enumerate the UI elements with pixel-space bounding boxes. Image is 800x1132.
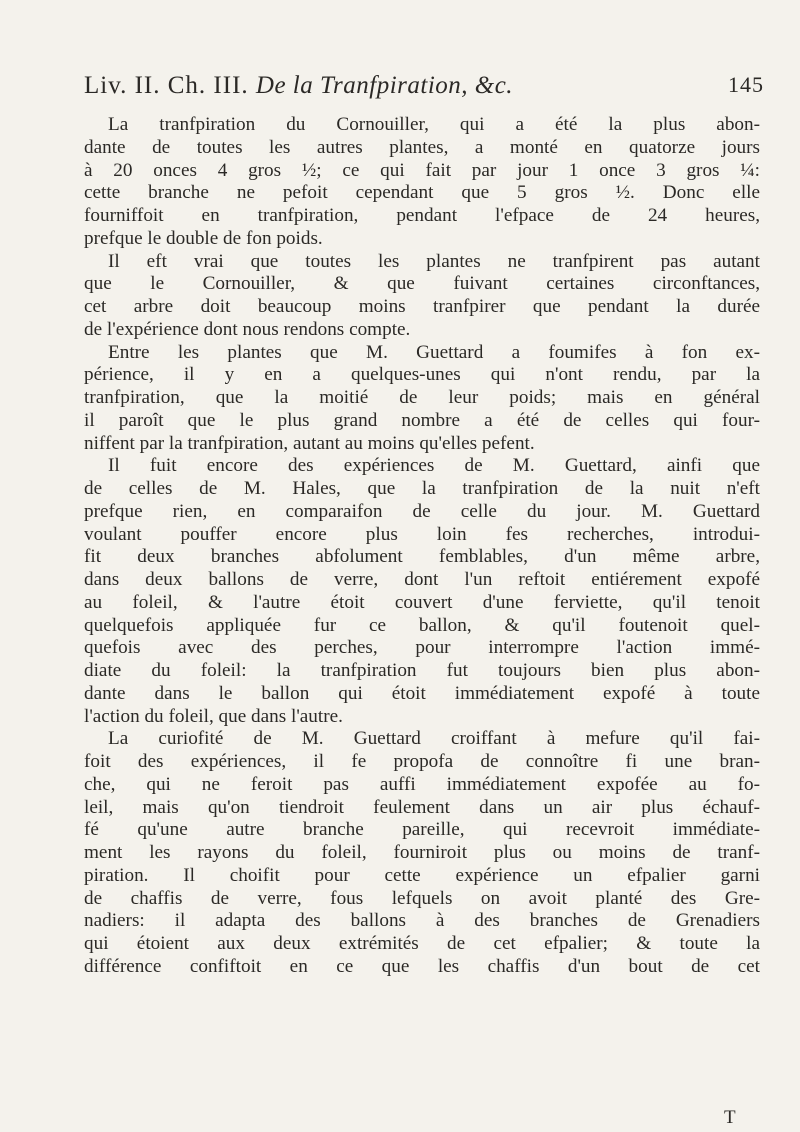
text-line: qui étoient aux deux extrémités de cet efpalier; & toute la — [84, 933, 760, 954]
text-line: diate du foleil: la tranfpiration fut toujours bien plus abon- — [84, 660, 760, 681]
running-head-section: Liv. II. Ch. III. — [84, 72, 249, 99]
text-line: dante dans le ballon qui étoit immédiatement expofé à toute — [84, 682, 760, 704]
text-line: foit des expériences, il fe propofa de connoître fi une bran- — [84, 751, 760, 772]
text-line: au foleil, & l'autre étoit couvert d'une ferviette, qu'il tenoit — [84, 591, 760, 613]
text-line: cette branche ne pefoit cependant que 5 gros ½. Donc elle — [84, 182, 760, 204]
text-line: fé qu'une autre branche pareille, qui recevroit immédiate- — [84, 819, 760, 841]
running-head-title: De la Tranfpiration, &c. — [255, 72, 514, 99]
page-header — [84, 72, 764, 106]
text-line: cet arbre doit beaucoup moins tranfpirer que pendant la durée — [84, 296, 760, 317]
page-number: 145 — [728, 72, 764, 97]
text-line: tranfpiration, que la moitié de leur poids; mais en général — [84, 387, 760, 408]
text-line: de celles de M. Hales, que la tranfpiration de la nuit n'eft — [84, 478, 760, 499]
text-line: Il fuit encore des expériences de M. Guettard, ainfi que — [108, 455, 760, 477]
text-line: l'action du foleil, que dans l'autre. — [84, 705, 343, 727]
text-line: périence, il y en a quelques-unes qui n'ont rendu, par la — [84, 364, 760, 386]
running-head — [84, 72, 513, 100]
text-line: prefque le double de fon poids. — [84, 227, 323, 249]
text-line: il paroît que le plus grand nombre a été de celles qui four- — [84, 409, 760, 431]
text-line: dans deux ballons de verre, dont l'un reftoit entiérement expofé — [84, 569, 760, 590]
text-line: nadiers: il adapta des ballons à des branches de Grenadiers — [84, 910, 760, 932]
text-line: La curiofité de M. Guettard croiffant à mefure qu'il fai- — [108, 728, 760, 750]
text-line: de l'expérience dont nous rendons compte. — [84, 318, 411, 340]
text-line: de chaffis de verre, fous lefquels on avoit planté des Gre- — [84, 887, 760, 909]
text-line: à 20 onces 4 gros ½; ce qui fait par jour 1 once 3 gros ¼: — [84, 159, 760, 181]
text-line: niffent par la tranfpiration, autant au moins qu'elles pefent. — [84, 432, 535, 454]
text-line: que le Cornouiller, & que fuivant certaines circonftances, — [84, 273, 760, 295]
text-line: leil, mais qu'on tiendroit feulement dans un air plus échauf- — [84, 796, 760, 818]
text-line: fourniffoit en tranfpiration, pendant l'efpace de 24 heures, — [84, 205, 760, 226]
text-line: quefois avec des perches, pour interrompre l'action immé- — [84, 637, 760, 659]
text-line: différence confiftoit en ce que les chaffis d'un bout de cet — [84, 955, 760, 977]
catchword: T — [724, 1107, 736, 1128]
text-line: Il eft vrai que toutes les plantes ne tranfpirent pas autant — [108, 250, 760, 272]
body-text — [84, 114, 760, 979]
text-line: dante de toutes les autres plantes, a monté en quatorze jours — [84, 136, 760, 158]
text-line: voulant pouffer encore plus loin fes recherches, introdui- — [84, 523, 760, 545]
text-line: quelquefois appliquée fur ce ballon, & qu'il foutenoit quel- — [84, 614, 760, 636]
text-line: La tranfpiration du Cornouiller, qui a été la plus abon- — [108, 114, 760, 135]
text-line: fit deux branches abfolument femblables, d'un même arbre, — [84, 546, 760, 568]
text-line: che, qui ne feroit pas auffi immédiatement expofée au fo- — [84, 773, 760, 795]
text-line: Entre les plantes que M. Guettard a foumifes à fon ex- — [108, 341, 760, 363]
text-line: piration. Il choifit pour cette expérience un efpalier garni — [84, 864, 760, 886]
text-line: prefque rien, en comparaifon de celle du jour. M. Guettard — [84, 500, 760, 522]
text-line: ment les rayons du foleil, fourniroit plus ou moins de tranf- — [84, 842, 760, 863]
